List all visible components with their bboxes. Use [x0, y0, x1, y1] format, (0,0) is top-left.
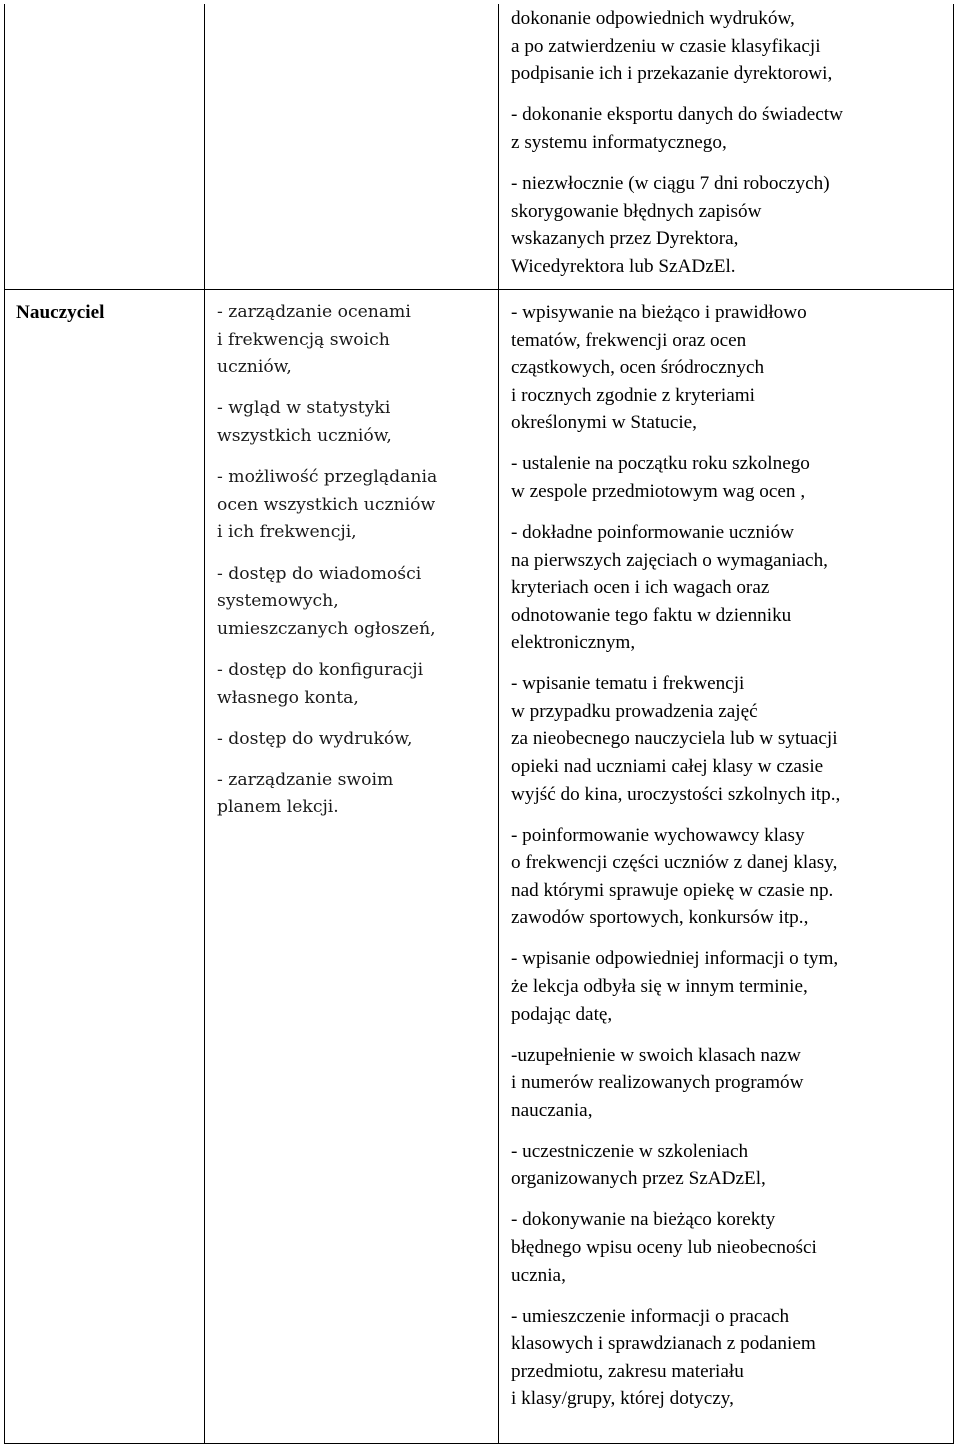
- duty-item: - niezwłocznie (w ciągu 7 dni roboczych) skorygowanie błędnych zapisów wskazanych przez Dyrektora, Wicedyrektora lub SzADzEl.: [511, 173, 830, 277]
- permission-item: - wgląd w statystyki wszystkich uczniów,: [217, 398, 392, 446]
- permission-item: - zarządzanie ocenami i frekwencją swoich uczniów,: [217, 302, 411, 378]
- duty-item: - dokonywanie na bieżąco korekty błędnego wpisu oceny lub nieobecności ucznia,: [511, 1209, 817, 1286]
- column-divider: [498, 4, 499, 1444]
- duty-item: - wpisywanie na bieżąco i prawidłowo tematów, frekwencji oraz ocen cząstkowych, ocen śródrocznych i rocznych zgodnie z kryteriami określonymi w Statucie,: [511, 302, 807, 434]
- duty-item: - uczestniczenie w szkoleniach organizowanych przez SzADzEl,: [511, 1140, 766, 1190]
- duty-item: - umieszczenie informacji o pracach klasowych i sprawdzianach z podaniem przedmiotu, zakresu materiału i klasy/grupy, której dotyczy,: [511, 1305, 816, 1410]
- permission-item: - dostęp do wydruków,: [217, 728, 413, 749]
- duty-item: - poinformowanie wychowawcy klasy o frekwencji części uczniów z danej klasy, nad którymi sprawuje opiekę w czasie np. zawodów sportowych, konkursów itp.,: [511, 824, 838, 929]
- role-label: Nauczyciel: [16, 302, 105, 323]
- permission-item: - dostęp do wiadomości systemowych, umieszczanych ogłoszeń,: [217, 563, 436, 639]
- duty-item: - dokonanie eksportu danych do świadectw z systemu informatycznego,: [511, 104, 843, 153]
- duty-item: - dokładne poinformowanie uczniów na pierwszych zajęciach o wymaganiach, kryteriach ocen i ich wagach oraz odnotowanie tego faktu w dzienniku elektronicznym,: [511, 521, 828, 654]
- duties-cell: [511, 299, 949, 1413]
- permissions-cell: [217, 299, 489, 822]
- duty-item: - ustalenie na początku roku szkolnego w zespole przedmiotowym wag ocen ,: [511, 453, 810, 502]
- duty-item: dokonanie odpowiednich wydruków, a po zatwierdzeniu w czasie klasyfikacji podpisanie ich i przekazanie dyrektorowi,: [511, 8, 833, 85]
- role-cell: [16, 299, 196, 327]
- permission-item: - dostęp do konfiguracji własnego konta,: [217, 659, 424, 708]
- permission-item: - zarządzanie swoim planem lekcji.: [217, 769, 394, 818]
- row-divider: [4, 289, 954, 290]
- previous-row-duties-cell: [511, 5, 949, 281]
- duty-item: - wpisanie tematu i frekwencji w przypadku prowadzenia zajęć za nieobecnego nauczyciela lub w sytuacji opieki nad uczniami całej klasy w czasie wyjść do kina, uroczystości szkolnych itp.,: [511, 673, 841, 805]
- duty-item: -uzupełnienie w swoich klasach nazw i numerów realizowanych programów nauczania,: [511, 1044, 804, 1121]
- permission-item: - możliwość przeglądania ocen wszystkich uczniów i ich frekwencji,: [217, 467, 438, 543]
- column-divider: [204, 4, 205, 1444]
- duty-item: - wpisanie odpowiedniej informacji o tym, że lekcja odbyła się w innym terminie, podając datę,: [511, 948, 839, 1025]
